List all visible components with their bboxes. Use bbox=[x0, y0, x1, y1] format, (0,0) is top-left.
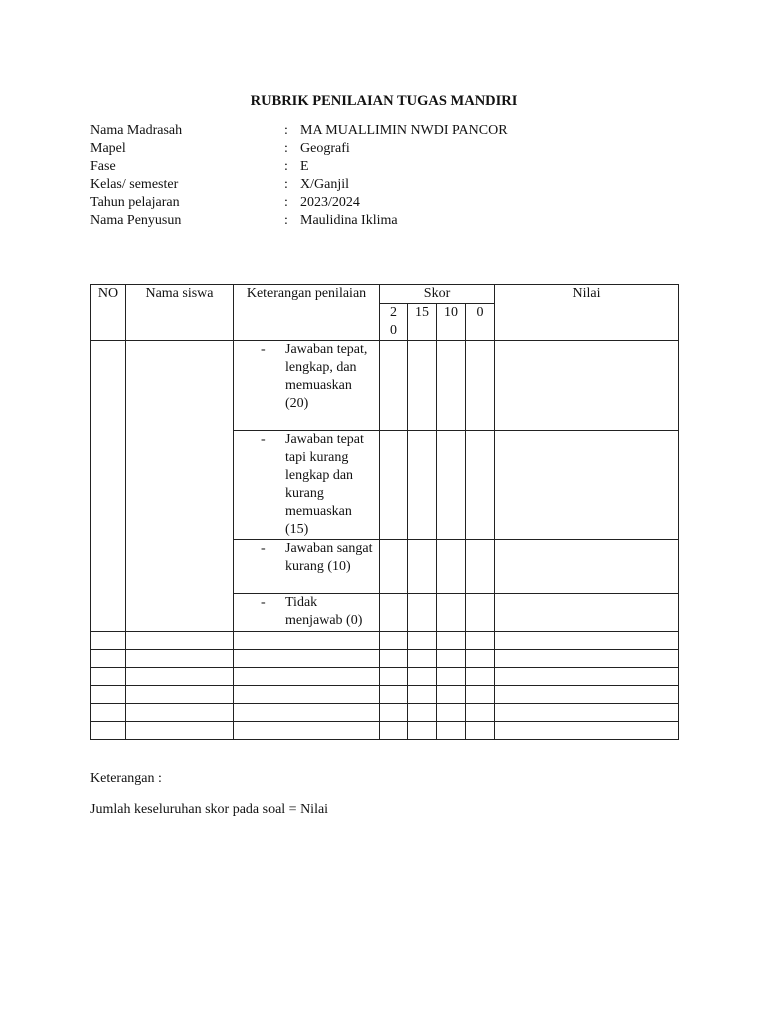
meta-label: Kelas/ semester bbox=[90, 177, 179, 192]
meta-label: Fase bbox=[90, 159, 116, 174]
nilai-cell bbox=[495, 431, 679, 540]
score-cell bbox=[380, 431, 408, 540]
list-dash: - bbox=[261, 432, 266, 447]
cell bbox=[408, 686, 437, 704]
meta-colon: : bbox=[284, 177, 288, 192]
cell bbox=[91, 650, 126, 668]
criteria-cell bbox=[234, 341, 380, 431]
cell bbox=[91, 686, 126, 704]
cell bbox=[466, 650, 495, 668]
identity-block bbox=[90, 122, 508, 230]
score-header-20: 2 0 bbox=[380, 304, 408, 341]
cell bbox=[234, 668, 380, 686]
score-cell bbox=[466, 540, 495, 594]
cell bbox=[495, 686, 679, 704]
meta-row-kelas bbox=[90, 176, 508, 194]
criteria-cell bbox=[234, 431, 380, 540]
meta-value: MA MUALLIMIN NWDI PANCOR bbox=[300, 123, 508, 138]
criteria-cell bbox=[234, 594, 380, 632]
meta-value: Maulidina Iklima bbox=[300, 213, 398, 228]
cell bbox=[234, 722, 380, 740]
cell bbox=[437, 686, 466, 704]
cell bbox=[91, 668, 126, 686]
score-cell bbox=[380, 540, 408, 594]
cell bbox=[380, 704, 408, 722]
cell bbox=[126, 704, 234, 722]
score-cell bbox=[408, 341, 437, 431]
cell bbox=[234, 632, 380, 650]
cell bbox=[437, 722, 466, 740]
score-cell bbox=[380, 341, 408, 431]
meta-row-fase bbox=[90, 158, 508, 176]
header-no: NO bbox=[91, 285, 126, 341]
cell bbox=[380, 632, 408, 650]
criteria-text: Jawaban tepat, lengkap, dan memuaskan (20) bbox=[285, 342, 368, 411]
score-cell bbox=[466, 594, 495, 632]
cell bbox=[126, 722, 234, 740]
cell bbox=[437, 650, 466, 668]
cell bbox=[91, 722, 126, 740]
cell bbox=[437, 704, 466, 722]
page-title: RUBRIK PENILAIAN TUGAS MANDIRI bbox=[250, 93, 518, 109]
score-cell bbox=[437, 341, 466, 431]
cell-no bbox=[91, 341, 126, 632]
notes-label: Keterangan : bbox=[90, 771, 162, 786]
score-cell bbox=[466, 341, 495, 431]
criteria-row bbox=[91, 341, 679, 431]
score-cell bbox=[466, 431, 495, 540]
criteria-text: Tidak menjawab (0) bbox=[285, 595, 363, 628]
cell bbox=[466, 632, 495, 650]
table-row bbox=[91, 722, 679, 740]
meta-label: Mapel bbox=[90, 141, 126, 156]
score-cell bbox=[437, 540, 466, 594]
table-row bbox=[91, 704, 679, 722]
cell bbox=[91, 632, 126, 650]
list-dash: - bbox=[261, 541, 266, 556]
cell bbox=[466, 704, 495, 722]
cell bbox=[466, 686, 495, 704]
meta-value: E bbox=[300, 159, 309, 174]
meta-colon: : bbox=[284, 123, 288, 138]
score-cell bbox=[380, 594, 408, 632]
meta-value: Geografi bbox=[300, 141, 350, 156]
cell bbox=[408, 704, 437, 722]
meta-row-tahun bbox=[90, 194, 508, 212]
cell bbox=[234, 704, 380, 722]
cell bbox=[466, 668, 495, 686]
cell bbox=[380, 722, 408, 740]
meta-row-mapel bbox=[90, 140, 508, 158]
cell bbox=[234, 686, 380, 704]
header-keterangan: Keterangan penilaian bbox=[234, 285, 380, 341]
meta-label: Tahun pelajaran bbox=[90, 195, 180, 210]
nilai-cell bbox=[495, 594, 679, 632]
cell bbox=[408, 668, 437, 686]
cell bbox=[466, 722, 495, 740]
header-nilai: Nilai bbox=[495, 285, 679, 341]
meta-label: Nama Madrasah bbox=[90, 123, 183, 138]
nilai-cell bbox=[495, 341, 679, 431]
cell bbox=[91, 704, 126, 722]
cell bbox=[126, 650, 234, 668]
meta-value: X/Ganjil bbox=[300, 177, 349, 192]
cell bbox=[380, 650, 408, 668]
table-row bbox=[91, 650, 679, 668]
score-cell bbox=[408, 431, 437, 540]
cell bbox=[495, 722, 679, 740]
table-row bbox=[91, 668, 679, 686]
meta-colon: : bbox=[284, 141, 288, 156]
cell bbox=[126, 686, 234, 704]
cell bbox=[126, 632, 234, 650]
cell bbox=[408, 632, 437, 650]
meta-row-madrasah bbox=[90, 122, 508, 140]
meta-label: Nama Penyusun bbox=[90, 213, 182, 228]
criteria-text: Jawaban tepat tapi kurang lengkap dan kurang memuaskan (15) bbox=[285, 432, 364, 537]
cell bbox=[380, 686, 408, 704]
table-row bbox=[91, 686, 679, 704]
score-cell bbox=[437, 594, 466, 632]
nilai-cell bbox=[495, 540, 679, 594]
score-cell bbox=[408, 594, 437, 632]
cell bbox=[495, 650, 679, 668]
cell bbox=[495, 668, 679, 686]
meta-colon: : bbox=[284, 195, 288, 210]
header-nama-siswa: Nama siswa bbox=[126, 285, 234, 341]
cell bbox=[437, 632, 466, 650]
score-header-0: 0 bbox=[466, 304, 495, 341]
cell bbox=[126, 668, 234, 686]
rubric-table bbox=[90, 284, 679, 740]
score-header-15: 15 bbox=[408, 304, 437, 341]
cell bbox=[408, 650, 437, 668]
list-dash: - bbox=[261, 342, 266, 357]
header-skor: Skor bbox=[380, 285, 495, 304]
table-row bbox=[91, 632, 679, 650]
cell bbox=[380, 668, 408, 686]
meta-row-penyusun bbox=[90, 212, 508, 230]
score-cell bbox=[408, 540, 437, 594]
meta-value: 2023/2024 bbox=[300, 195, 360, 210]
score-cell bbox=[437, 431, 466, 540]
meta-colon: : bbox=[284, 213, 288, 228]
cell bbox=[234, 650, 380, 668]
criteria-text: Jawaban sangat kurang (10) bbox=[285, 541, 373, 574]
cell-nama-siswa bbox=[126, 341, 234, 632]
cell bbox=[495, 632, 679, 650]
cell bbox=[495, 704, 679, 722]
cell bbox=[408, 722, 437, 740]
cell bbox=[437, 668, 466, 686]
meta-colon: : bbox=[284, 159, 288, 174]
criteria-cell bbox=[234, 540, 380, 594]
score-header-10: 10 bbox=[437, 304, 466, 341]
notes-block bbox=[90, 770, 328, 819]
list-dash: - bbox=[261, 595, 266, 610]
notes-formula: Jumlah keseluruhan skor pada soal = Nilai bbox=[90, 802, 329, 817]
